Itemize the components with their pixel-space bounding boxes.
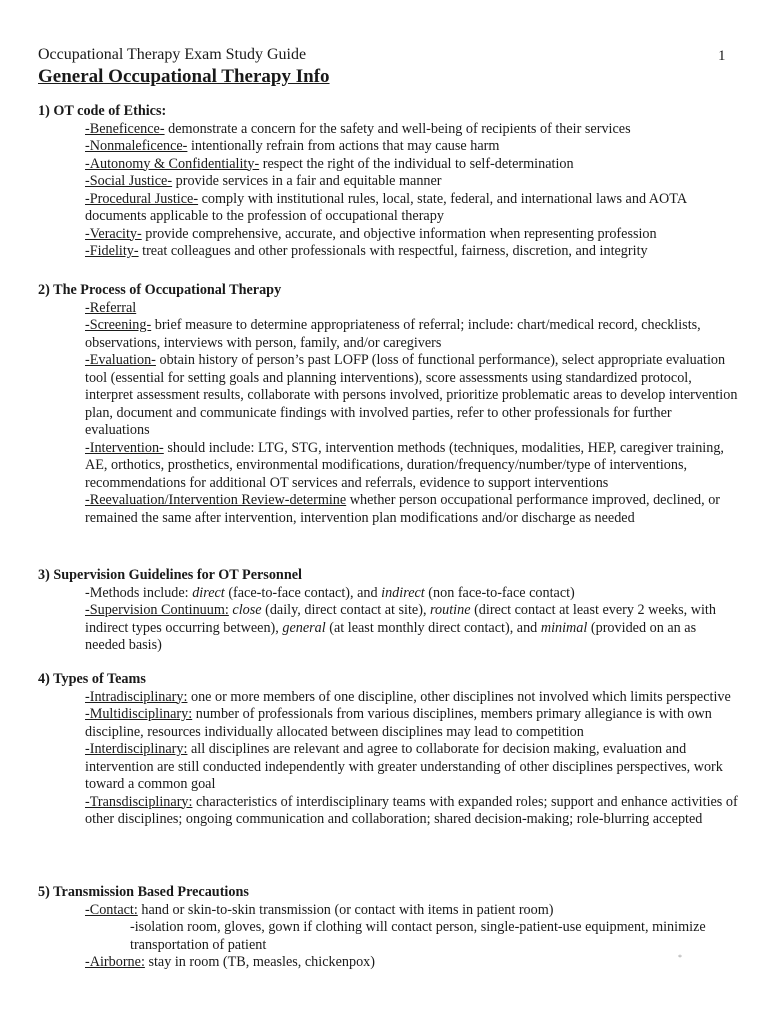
term: -Beneficence-: [85, 120, 165, 137]
section-process: [38, 282, 738, 527]
definition: number of professionals from various disciplines, members primary allegiance is with own discipline, resources individually allocated between disciplines may lead to competition: [85, 706, 712, 740]
list-item-detail: -isolation room, gloves, gown if clothing will contact person, single-patient-use equipment, minimize transportation of patient: [130, 919, 706, 953]
definition: all disciplines are relevant and agree to collaborate for decision making, evaluation and intervention are still conducted independently with greater understanding of other disciplines perspectives, work toward a common goal: [85, 741, 723, 792]
section-heading: 4) Types of Teams: [38, 671, 146, 687]
doc-subtitle: Occupational Therapy Exam Study Guide: [38, 46, 307, 63]
definition: characteristics of interdisciplinary teams with expanded roles; support and enhance activities of other disciplines; ongoing communication and collaboration; shared decision-making; role-blurring accepted: [85, 793, 738, 827]
definition: demonstrate a concern for the safety and well-being of recipients of their services: [164, 120, 631, 137]
section-heading: 5) Transmission Based Precautions: [38, 884, 249, 900]
section-heading: 2) The Process of Occupational Therapy: [38, 282, 282, 298]
term: -Autonomy & Confidentiality-: [85, 155, 260, 172]
term: -Social Justice-: [85, 173, 173, 189]
text-italic: routine: [430, 602, 471, 618]
definition: should include: LTG, STG, intervention methods (techniques, modalities, HEP, caregiver training, AE, orthotics, prosthetics, environmental modifications, duration/frequency/number/type of interventions, recommendations for additional OT services and referrals, evidence to support interventions: [85, 439, 724, 491]
list-item: [85, 794, 738, 829]
text: (direct contact at least every 2 weeks, with indirect types occurring between),: [85, 602, 716, 636]
text: -Methods include:: [85, 584, 193, 601]
list-item: [85, 689, 738, 707]
list-item: [85, 300, 738, 318]
text: (at least monthly direct contact), and: [325, 619, 541, 636]
text: (face-to-face contact), and: [224, 584, 382, 601]
definition: hand or skin-to-skin transmission (or contact with items in patient room): [137, 901, 554, 918]
text-italic: general: [282, 619, 326, 636]
list-item: [85, 156, 738, 174]
definition: one or more members of one discipline, other disciplines not involved which limits perspective: [187, 688, 731, 705]
definition: respect the right of the individual to self-determination: [259, 155, 574, 172]
text-italic: indirect: [381, 584, 425, 601]
term: -Multidisciplinary:: [85, 706, 193, 722]
section-ethics: [38, 103, 738, 261]
list-item: [85, 902, 738, 920]
term: -Interdisciplinary:: [85, 741, 188, 757]
definition: stay in room (TB, measles, chickenpox): [144, 954, 375, 970]
term: -Reevaluation/Intervention Review-determine: [85, 492, 347, 508]
definition: whether person occupational performance improved, declined, or remained the same after intervention, intervention plan modifications and/or discharge as needed: [85, 492, 721, 526]
term: -Intervention-: [85, 439, 164, 456]
term: -Nonmaleficence-: [85, 138, 188, 154]
list-item: [85, 121, 738, 139]
section-precautions: [38, 884, 738, 972]
text-italic: direct: [192, 584, 225, 601]
term: -Procedural Justice-: [85, 190, 199, 207]
text-italic: minimal: [540, 619, 588, 636]
definition: comply with institutional rules, local, state, federal, and international laws and AOTA documents applicable to the profession of occupational therapy: [85, 190, 687, 224]
list-item: [85, 492, 738, 527]
page-number: 1: [718, 48, 726, 64]
list-item: [85, 440, 738, 493]
list-item: [85, 585, 738, 603]
list-item: [85, 226, 738, 244]
stray-mark: *: [678, 953, 682, 962]
list-item: [85, 317, 738, 352]
term: -Fidelity-: [85, 243, 139, 259]
text: (provided on an as needed basis): [85, 619, 697, 653]
list-item: [85, 954, 738, 972]
text: (non face-to-face contact): [424, 584, 575, 601]
section-heading: 3) Supervision Guidelines for OT Personnel: [38, 567, 302, 583]
list-item: [85, 173, 738, 191]
term: -Airborne:: [85, 954, 145, 970]
definition: obtain history of person’s past LOFP (loss of functional performance), select appropriate evaluation tool (essential for setting goals and planning interventions), score assessments using standardized protocol, interpret assessment results, collaborate with persons involved, prioritize problematic areas to develop intervention plan, document and communicate findings with involved parties, refer to other professionals for further evaluations: [85, 352, 738, 438]
list-item: [85, 706, 738, 741]
term: -Intradisciplinary:: [85, 688, 188, 705]
list-item: [85, 602, 738, 655]
definition: brief measure to determine appropriateness of referral; include: chart/medical record, checklists, observations, interviews with person, family, and/or caregivers: [85, 317, 701, 351]
section-heading: 1) OT code of Ethics:: [38, 103, 167, 119]
section-supervision: [38, 567, 738, 655]
term: -Evaluation-: [85, 352, 156, 368]
doc-title: General Occupational Therapy Info: [38, 66, 330, 87]
list-item: [85, 352, 738, 440]
list-item: [85, 243, 738, 261]
term: -Transdisciplinary:: [85, 793, 193, 810]
definition: provide comprehensive, accurate, and objective information when representing profession: [141, 225, 657, 242]
definition: treat colleagues and other professionals with respectful, fairness, discretion, and integrity: [138, 243, 648, 259]
list-item: [85, 191, 738, 226]
text-italic: close: [232, 602, 262, 618]
term: -Supervision Continuum:: [85, 602, 229, 618]
term: -Contact:: [85, 901, 138, 918]
text: (daily, direct contact at site),: [261, 602, 431, 618]
definition: provide services in a fair and equitable manner: [172, 173, 442, 189]
list-item: [85, 741, 738, 794]
section-teams: [38, 671, 738, 829]
term: -Referral: [85, 299, 137, 316]
list-item: [85, 138, 738, 156]
term: -Screening-: [85, 317, 152, 333]
definition: intentionally refrain from actions that may cause harm: [187, 138, 500, 154]
term: -Veracity-: [85, 225, 142, 242]
